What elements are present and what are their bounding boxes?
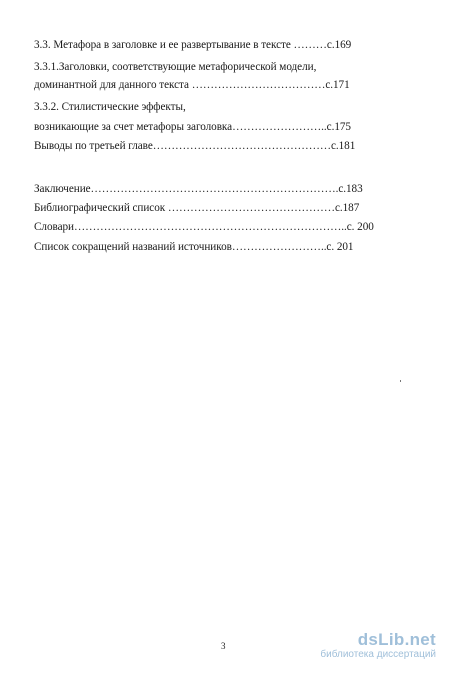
toc-entry-3-3-1-line2: доминантной для данного текста ………………………………с.171 [34, 79, 350, 91]
toc-entry-conclusion: Заключение………………………………………………………….с.183 [34, 183, 363, 195]
watermark-brand: dsLib.net [357, 630, 436, 649]
toc-entry-bibliography: Библиографический список ………………………………………с.187 [34, 202, 360, 214]
toc-entry-chapter3-conclusions: Выводы по третьей главе…………………………………………с.181 [34, 140, 356, 152]
watermark-subtitle: библиотека диссертаций [320, 649, 436, 660]
toc-entry-abbreviations: Список сокращений названий источников……………………..с. 201 [34, 241, 354, 253]
toc-entry-dictionaries: Словари………………………………………………………………..с. 200 [34, 221, 374, 233]
toc-entry-3-3-1-line1: 3.3.1.Заголовки, соответствующие метафорической модели, [34, 61, 317, 73]
page-number: 3 [221, 641, 226, 651]
toc-entry-3-3: 3.3. Метафора в заголовке и ее развертывание в тексте ………с.169 [34, 39, 352, 51]
toc-entry-3-3-2-line2: возникающие за счет метафоры заголовка……………………..с.175 [34, 121, 351, 133]
toc-entry-3-3-2-line1: 3.3.2. Стилистические эффекты, [34, 101, 186, 113]
scan-speck [400, 380, 401, 382]
watermark [320, 631, 436, 661]
